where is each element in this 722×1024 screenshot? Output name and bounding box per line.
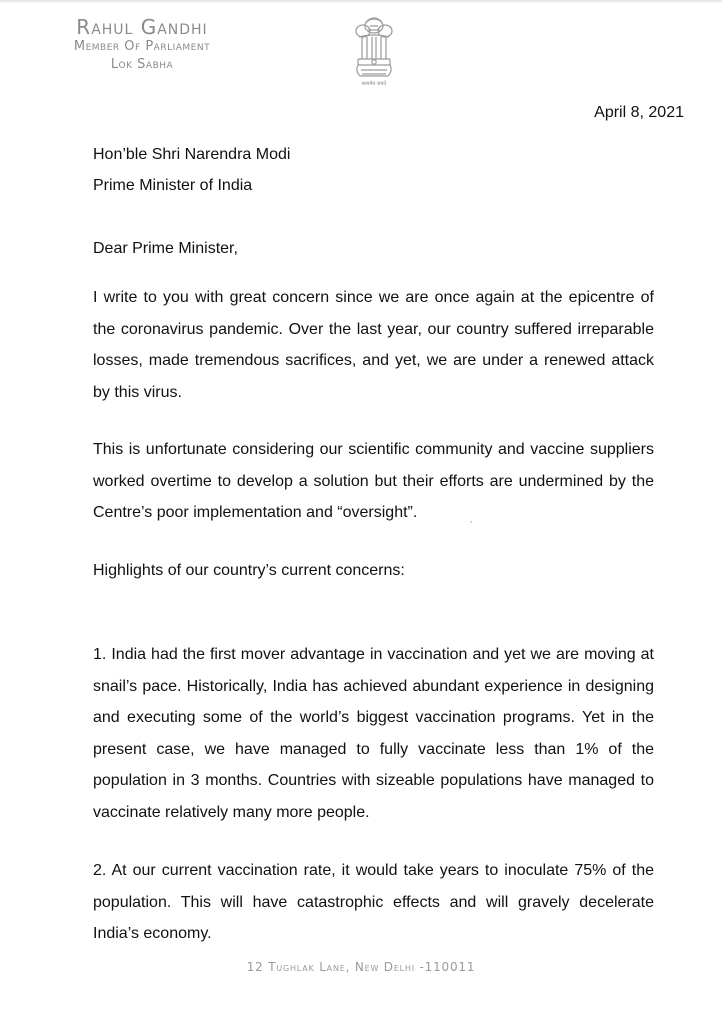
paragraph-implementation: This is unfortunate considering our scientific community and vaccine suppliers worked overtime to develop a solution but their efforts are undermined by the Centre’s poor implementation and “oversight”. [93, 441, 654, 521]
letterhead-name: Rahul Gandhi [76, 15, 208, 39]
letterhead-house: Lok Sabha [110, 57, 174, 72]
salutation: Dear Prime Minister, [93, 240, 238, 257]
national-emblem-icon [346, 10, 402, 90]
footer-address: 12 Tughlak Lane, New Delhi -110011 [246, 960, 476, 974]
letterhead [52, 16, 232, 74]
paragraph-point-2: 2. At our current vaccination rate, it would take years to inoculate 75% of the population. This will have catastrophic effects and will gravely decelerate India’s economy. [93, 862, 654, 942]
addressee-name: Hon’ble Shri Narendra Modi [93, 146, 291, 163]
paragraph-intro: I write to you with great concern since we are once again at the epicentre of the coronavirus pandemic. Over the last year, our country suffered irreparable losses, made tremendous sacrifices, and yet, we are under a renewed attack by this virus. [93, 289, 654, 401]
paragraph-highlights-heading: Highlights of our country’s current concerns: [93, 562, 405, 579]
letterhead-title: Member Of Parliament [73, 39, 211, 54]
emblem-caption: सत्यमेव जयते [361, 81, 387, 87]
scan-speck [470, 521, 472, 523]
addressee-title: Prime Minister of India [93, 177, 253, 194]
paragraph-point-1: 1. India had the first mover advantage in vaccination and yet we are moving at snail’s pace. Historically, India has achieved abundant experience in designing and executing some of the world’s biggest vaccination programs. Yet in the present case, we have managed to fully vaccinate less than 1% of the population in 3 months. Countries with sizeable populations have managed to vaccinate relatively many more people. [93, 646, 654, 821]
addressee-block [93, 139, 654, 201]
letter-date: April 8, 2021 [594, 104, 684, 121]
page-top-edge [0, 0, 722, 4]
